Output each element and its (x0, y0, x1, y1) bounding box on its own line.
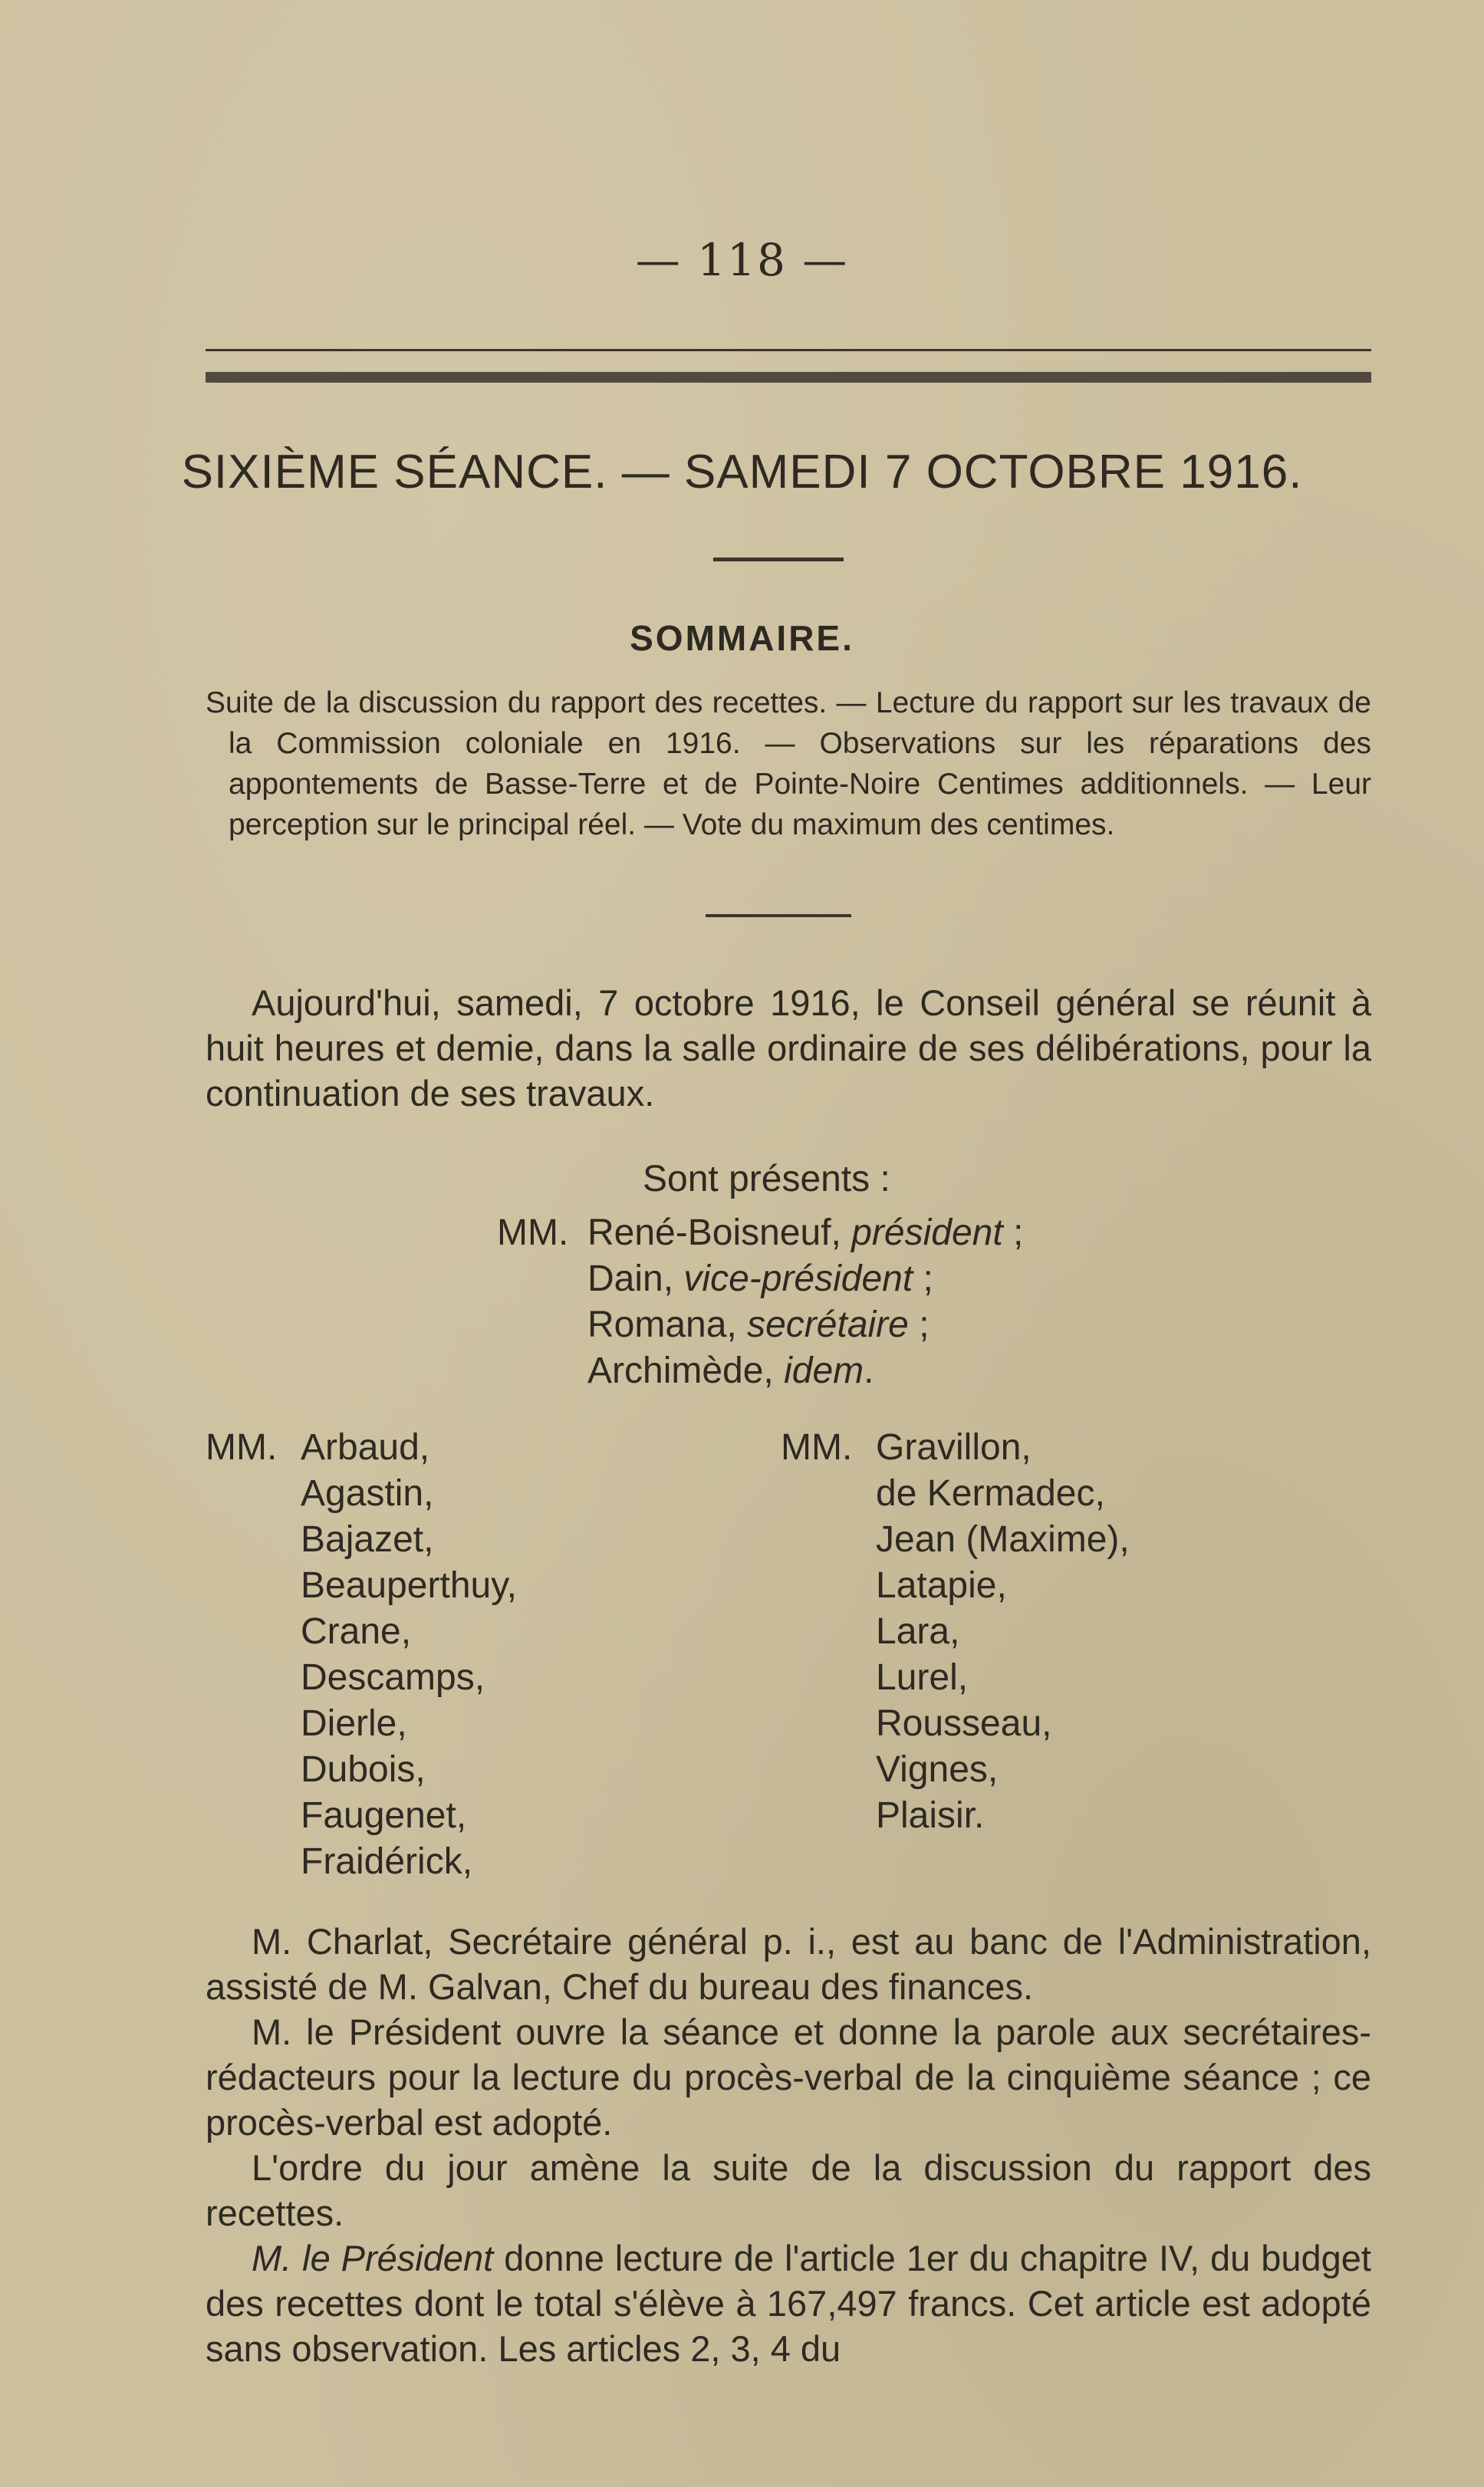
officer-suffix: ; (1002, 1212, 1024, 1253)
sommaire-title: SOMMAIRE. (630, 618, 854, 658)
officer-suffix: . (864, 1350, 874, 1391)
member-name: Beauperthuy, (301, 1565, 517, 1606)
officer-name: René-Boisneuf, (587, 1212, 841, 1253)
officer-name: Archimède, (587, 1350, 774, 1391)
officer-suffix: ; (908, 1304, 930, 1345)
member-row (781, 1655, 1130, 1701)
member-name: Gravillon, (876, 1427, 1032, 1468)
officer-role: vice-président (683, 1258, 913, 1299)
seance-heading: SIXIÈME SÉANCE. — SAMEDI 7 OCTOBRE 1916. (181, 446, 1303, 498)
header-rule-thick (206, 372, 1371, 383)
sommaire-text: Suite de la discussion du rapport des recettes. — Lecture du rapport sur les travaux de la Commission coloniale en 1916. — Observations sur les réparations des appontements de Basse-Terre et de Pointe-Noire Centimes additionnels. — Leur perception sur le principal réel. — Vote du maximum des centimes. (206, 686, 1371, 841)
member-name: Rousseau, (876, 1703, 1052, 1744)
members-prefix: MM. (206, 1427, 278, 1468)
officer-role: président (851, 1212, 1003, 1253)
member-row (206, 1563, 517, 1609)
closing-paragraph-text: M. le Président ouvre la séance et donne la parole aux secrétaires-rédacteurs pour la lecture du procès-verbal de la cinquième séance ; ce procès-verbal est adopté. (206, 2012, 1371, 2143)
member-name: Arbaud, (301, 1427, 430, 1468)
member-name: Fraidérick, (301, 1841, 473, 1882)
member-name: Lara, (876, 1611, 960, 1652)
member-name: Bajazet, (301, 1519, 434, 1560)
member-row (206, 1471, 517, 1517)
divider-dash (706, 914, 851, 917)
member-row (206, 1609, 517, 1655)
header-rule-thin (206, 349, 1371, 351)
member-row (206, 1655, 517, 1701)
officer-row (497, 1256, 1023, 1302)
member-name: Plaisir. (876, 1795, 985, 1836)
members-prefix: MM. (781, 1427, 853, 1468)
member-row (206, 1793, 517, 1839)
officer-suffix: ; (913, 1258, 933, 1299)
member-row (781, 1701, 1130, 1747)
member-name: Crane, (301, 1611, 412, 1652)
closing-paragraph (206, 2009, 1371, 2145)
officer-row (497, 1210, 1023, 1256)
member-name: Faugenet, (301, 1795, 467, 1836)
presents-heading: Sont présents : (643, 1159, 890, 1199)
closing-paragraph (206, 2235, 1371, 2371)
closing-paragraph (206, 1919, 1371, 2009)
member-row (206, 1701, 517, 1747)
member-name: Lurel, (876, 1657, 969, 1698)
member-row (781, 1425, 1130, 1471)
member-row (781, 1517, 1130, 1563)
officer-prefix: MM. (497, 1212, 569, 1253)
members-left-column (206, 1425, 517, 1885)
divider-dash (713, 558, 844, 561)
closing-paragraph-lead: M. le Président (252, 2238, 494, 2278)
member-row (781, 1747, 1130, 1793)
members-right-column (781, 1425, 1130, 1839)
member-name: Jean (Maxime), (876, 1519, 1130, 1560)
member-row (206, 1517, 517, 1563)
officer-role: secrétaire (747, 1304, 909, 1345)
closing-paragraph-text: donne lecture de l'article 1er du chapitre IV, du budget des recettes dont le total s'élève à 167,497 francs. Cet article est adopté sans observation. Les articles 2, 3, 4 du (206, 2238, 1371, 2369)
member-name: Dubois, (301, 1749, 426, 1790)
member-row (206, 1425, 517, 1471)
page-number: — 118 — (635, 234, 849, 286)
officers-list (497, 1210, 1023, 1394)
member-name: Vignes, (876, 1749, 999, 1790)
sommaire-summary (206, 683, 1371, 845)
closing-paragraphs-block (206, 1919, 1371, 2371)
opening-paragraph: Aujourd'hui, samedi, 7 octobre 1916, le Conseil général se réunit à huit heures et demie, dans la salle ordinaire de ses délibérations, pour la continuation de ses travaux. (206, 982, 1371, 1114)
closing-paragraph-text: M. Charlat, Secrétaire général p. i., est au banc de l'Administration, assisté de M. Galvan, Chef du bureau des finances. (206, 1921, 1371, 2007)
member-row (781, 1563, 1130, 1609)
member-row (206, 1839, 517, 1885)
member-name: Descamps, (301, 1657, 485, 1698)
opening-paragraph-block (206, 980, 1371, 1116)
officer-row (497, 1348, 1023, 1394)
member-name: Agastin, (301, 1473, 434, 1514)
member-name: Dierle, (301, 1703, 407, 1744)
member-row (781, 1793, 1130, 1839)
member-name: de Kermadec, (876, 1473, 1105, 1514)
closing-paragraph-text: L'ordre du jour amène la suite de la discussion du rapport des recettes. (206, 2147, 1371, 2233)
closing-paragraph (206, 2145, 1371, 2235)
member-row (781, 1471, 1130, 1517)
officer-name: Romana, (587, 1304, 737, 1345)
officer-row (497, 1302, 1023, 1348)
member-row (781, 1609, 1130, 1655)
member-row (206, 1747, 517, 1793)
officer-name: Dain, (587, 1258, 674, 1299)
member-name: Latapie, (876, 1565, 1007, 1606)
officer-role: idem (784, 1350, 864, 1391)
